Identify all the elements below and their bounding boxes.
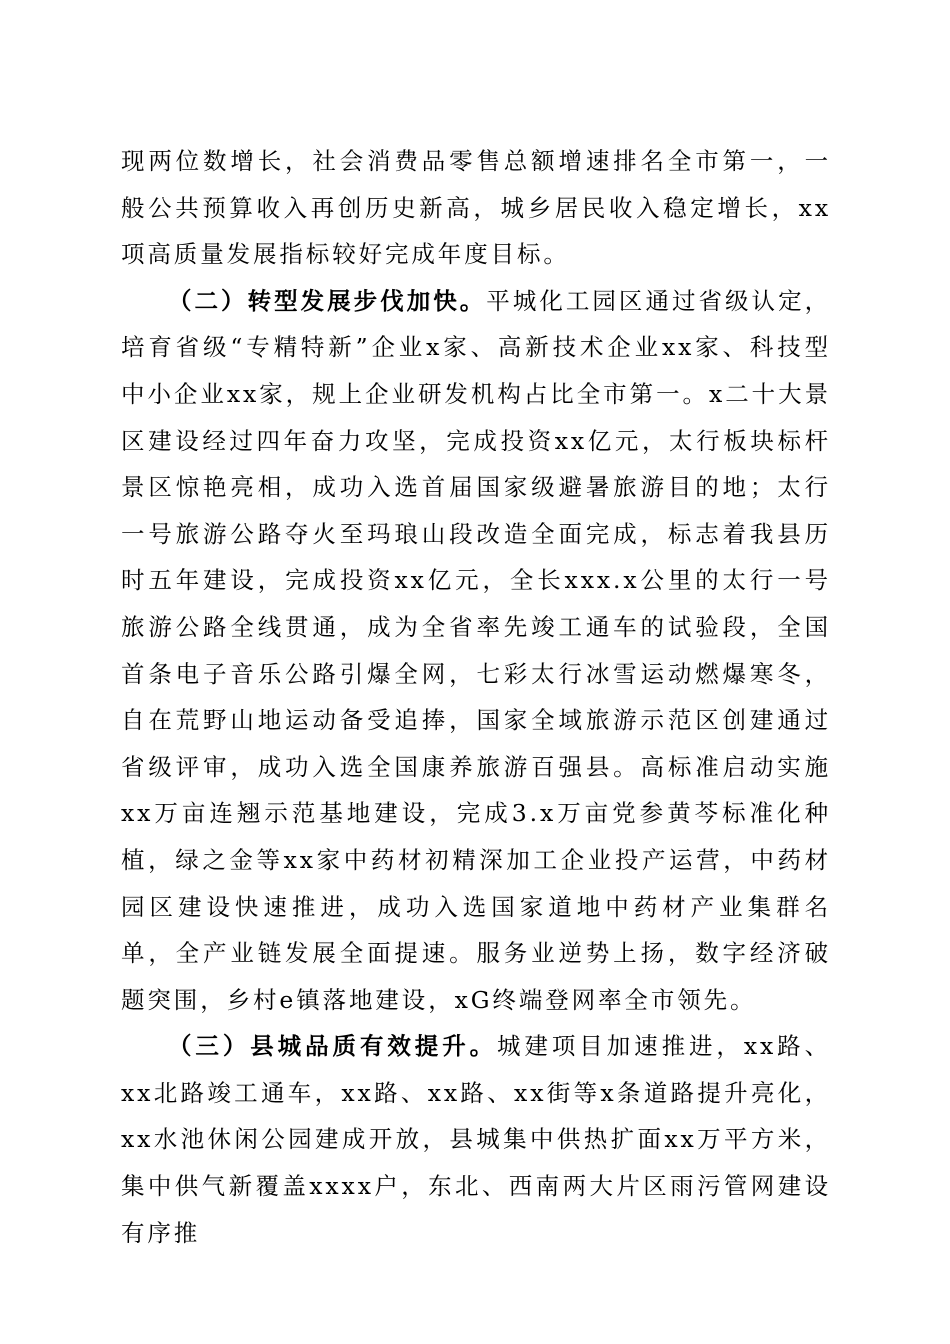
paragraph-transformation-development	[121, 278, 831, 1024]
document-body	[121, 138, 831, 1256]
paragraph-text: 平城化工园区通过省级认定，培育省级“专精特新”企业x家、高新技术企业xx家、科技型中小企业xx家，规上企业研发机构占比全市第一。x二十大景区建设经过四年奋力攻坚，完成投资xx亿元，太行板块标杆景区惊艳亮相，成功入选首届国家级避暑旅游目的地；太行一号旅游公路夺火至玛琅山段改造全面完成，标志着我县历时五年建设，完成投资xx亿元，全长xxx.x公里的太行一号旅游公路全线贯通，成为全省率先竣工通车的试验段，全国首条电子音乐公路引爆全网，七彩太行冰雪运动燃爆寒冬，自在荒野山地运动备受追捧，国家全域旅游示范区创建通过省级评审，成功入选全国康养旅游百强县。高标准启动实施xx万亩连翘示范基地建设，完成3.x万亩党参黄芩标准化种植，绿之金等xx家中药材初精深加工企业投产运营，中药材园区建设快速推进，成功入选国家道地中药材产业集群名单，全产业链发展全面提速。服务业逆势上扬，数字经济破题突围，乡村e镇落地建设，xG终端登网率全市领先。	[121, 286, 831, 1014]
paragraph-county-quality	[121, 1023, 831, 1256]
section-heading: （二）转型发展步伐加快。	[168, 286, 487, 315]
paragraph-text: 现两位数增长，社会消费品零售总额增速排名全市第一，一般公共预算收入再创历史新高，城乡居民收入稳定增长，xx项高质量发展指标较好完成年度目标。	[121, 147, 831, 269]
paragraph-text: 城建项目加速推进，xx路、xx北路竣工通车，xx路、xx路、xx街等x条道路提升亮化，xx水池休闲公园建成开放，县城集中供热扩面xx万平方米，集中供气新覆盖xxxx户，东北、西南两大片区雨污管网建设有序推	[121, 1032, 831, 1247]
section-heading: （三）县城品质有效提升。	[168, 1032, 498, 1061]
paragraph-continuation	[121, 138, 831, 278]
